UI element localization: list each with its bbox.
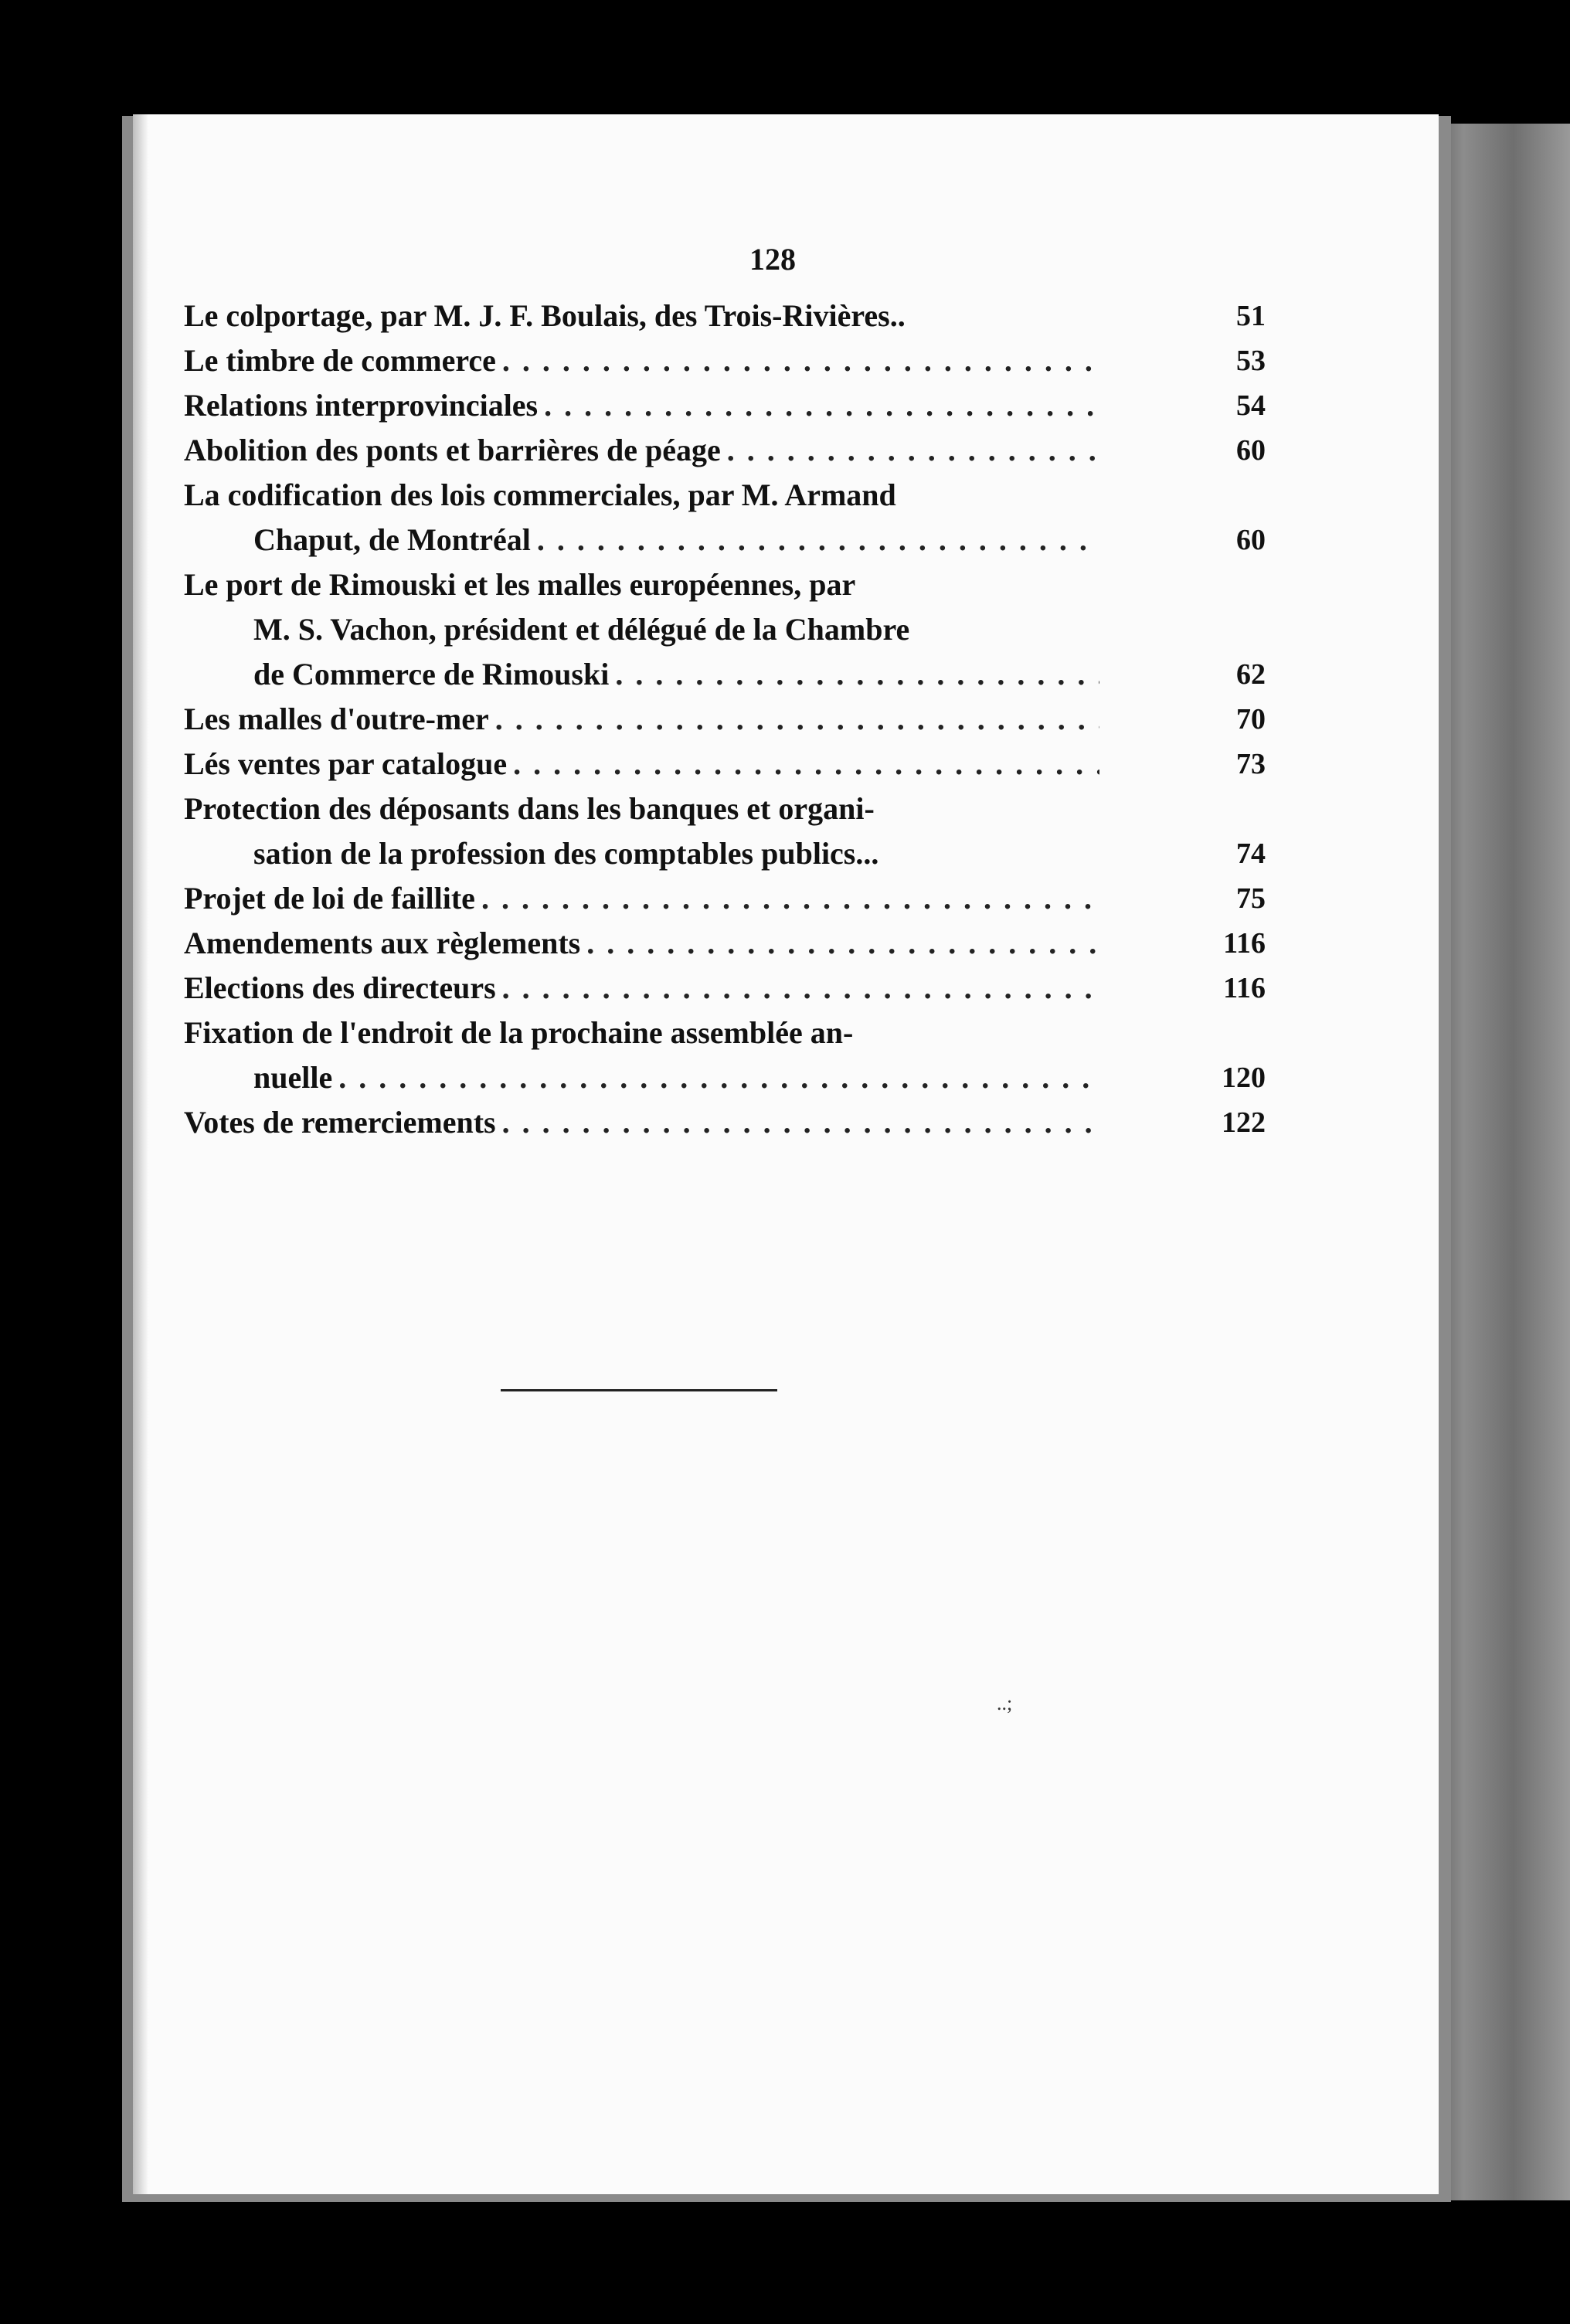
dot-leader xyxy=(502,338,1099,383)
toc-line xyxy=(184,1011,1099,1055)
toc-line xyxy=(184,607,1099,652)
toc-line xyxy=(184,338,1099,383)
toc-page-number: 116 xyxy=(1223,927,1266,960)
toc-line xyxy=(184,518,1099,562)
toc-page-number: 120 xyxy=(1222,1062,1266,1094)
toc-entry-text xyxy=(184,294,1099,338)
toc-page-number: 60 xyxy=(1236,524,1266,556)
toc-line-text: La codification des lois commerciales, par M. Armand xyxy=(184,477,896,512)
toc-entry xyxy=(184,338,1266,383)
toc-entry-text xyxy=(184,697,1099,742)
dot-leader xyxy=(513,742,1099,787)
page-number: 128 xyxy=(749,242,796,277)
toc-entry-text xyxy=(184,921,1099,966)
toc-entry-text xyxy=(184,1100,1099,1145)
toc-page-number: 60 xyxy=(1236,434,1266,467)
toc-entry-text xyxy=(184,383,1099,428)
toc-entry xyxy=(184,383,1266,428)
toc-line-text: Relations interprovinciales xyxy=(184,388,539,423)
toc-page-number: 73 xyxy=(1236,748,1266,780)
toc-entry-text xyxy=(184,742,1099,787)
toc-line-text: Projet de loi de faillite xyxy=(184,881,475,916)
toc-entry-text xyxy=(184,1011,1099,1100)
toc-page-number: 54 xyxy=(1236,389,1266,422)
toc-entry-text xyxy=(184,966,1099,1011)
toc-page-number: 122 xyxy=(1222,1106,1266,1139)
dot-leader xyxy=(502,1100,1099,1145)
toc-page-number: 53 xyxy=(1236,345,1266,377)
toc-line xyxy=(184,831,1099,876)
dot-leader xyxy=(537,518,1099,562)
dot-leader xyxy=(727,428,1099,473)
toc-entry-text xyxy=(184,428,1099,473)
dot-leader xyxy=(502,966,1099,1011)
toc-entry xyxy=(184,742,1266,787)
toc-entry-text xyxy=(184,876,1099,921)
toc-entry xyxy=(184,876,1266,921)
toc-line-text: Le colportage, par M. J. F. Boulais, des Trois-Rivières.. xyxy=(184,298,906,333)
toc-entry xyxy=(184,1011,1266,1100)
toc-line xyxy=(184,742,1099,787)
toc-line-text: Fixation de l'endroit de la prochaine assemblée an- xyxy=(184,1015,854,1050)
toc-line-text: Chaput, de Montréal xyxy=(253,522,531,557)
toc-line-text: sation de la profession des comptables publics... xyxy=(253,836,879,871)
toc-page-number: 74 xyxy=(1236,838,1266,870)
toc-line-text: Elections des directeurs xyxy=(184,970,496,1005)
toc-line-text: de Commerce de Rimouski xyxy=(253,657,610,691)
toc-line-text: Lés ventes par catalogue xyxy=(184,746,508,781)
toc-line xyxy=(184,921,1099,966)
toc-entry xyxy=(184,697,1266,742)
toc-entry-text xyxy=(184,338,1099,383)
section-rule xyxy=(501,1389,777,1391)
page-edge xyxy=(133,114,148,2194)
ink-specks: ..; xyxy=(997,1692,1013,1714)
toc-line-text: M. S. Vachon, président et délégué de la Chambre xyxy=(253,612,910,647)
toc-entry-text xyxy=(184,787,1099,876)
toc-line-text: Abolition des ponts et barrières de péage xyxy=(184,433,721,467)
toc-line-text: Les malles d'outre-mer xyxy=(184,702,489,736)
toc-page-number: 51 xyxy=(1236,300,1266,332)
toc-entry xyxy=(184,294,1266,338)
toc-entry xyxy=(184,428,1266,473)
toc-line xyxy=(184,966,1099,1011)
toc-page-number: 75 xyxy=(1236,882,1266,915)
toc-line xyxy=(184,1055,1099,1100)
toc-entry xyxy=(184,787,1266,876)
dot-leader xyxy=(544,383,1099,428)
toc-line xyxy=(184,1100,1099,1145)
toc-line-text: Protection des déposants dans les banques et organi- xyxy=(184,791,875,826)
toc-entry xyxy=(184,1100,1266,1145)
toc-entry-text xyxy=(184,473,1099,562)
toc-line xyxy=(184,562,1099,607)
toc-line xyxy=(184,383,1099,428)
toc-entry xyxy=(184,562,1266,697)
dot-leader xyxy=(495,697,1099,742)
toc-line xyxy=(184,652,1099,697)
toc-line-text: Le port de Rimouski et les malles européennes, par xyxy=(184,567,856,602)
toc-line-text: Amendements aux règlements xyxy=(184,926,581,960)
toc-page-number: 116 xyxy=(1223,972,1266,1004)
toc-line xyxy=(184,787,1099,831)
toc-page-number: 70 xyxy=(1236,703,1266,736)
toc-line-text: Votes de remerciements xyxy=(184,1105,496,1140)
toc-page-number: 62 xyxy=(1236,658,1266,691)
table-of-contents xyxy=(184,294,1266,1145)
toc-line xyxy=(184,294,1099,338)
dot-leader xyxy=(338,1055,1099,1100)
toc-entry-text xyxy=(184,562,1099,697)
toc-line-text: nuelle xyxy=(253,1060,333,1095)
toc-entry xyxy=(184,921,1266,966)
toc-line xyxy=(184,428,1099,473)
toc-line xyxy=(184,876,1099,921)
toc-line xyxy=(184,473,1099,518)
toc-entry xyxy=(184,473,1266,562)
dot-leader xyxy=(615,652,1099,697)
dot-leader xyxy=(586,921,1099,966)
toc-entry xyxy=(184,966,1266,1011)
dot-leader xyxy=(481,876,1099,921)
toc-line xyxy=(184,697,1099,742)
toc-line-text: Le timbre de commerce xyxy=(184,343,496,378)
